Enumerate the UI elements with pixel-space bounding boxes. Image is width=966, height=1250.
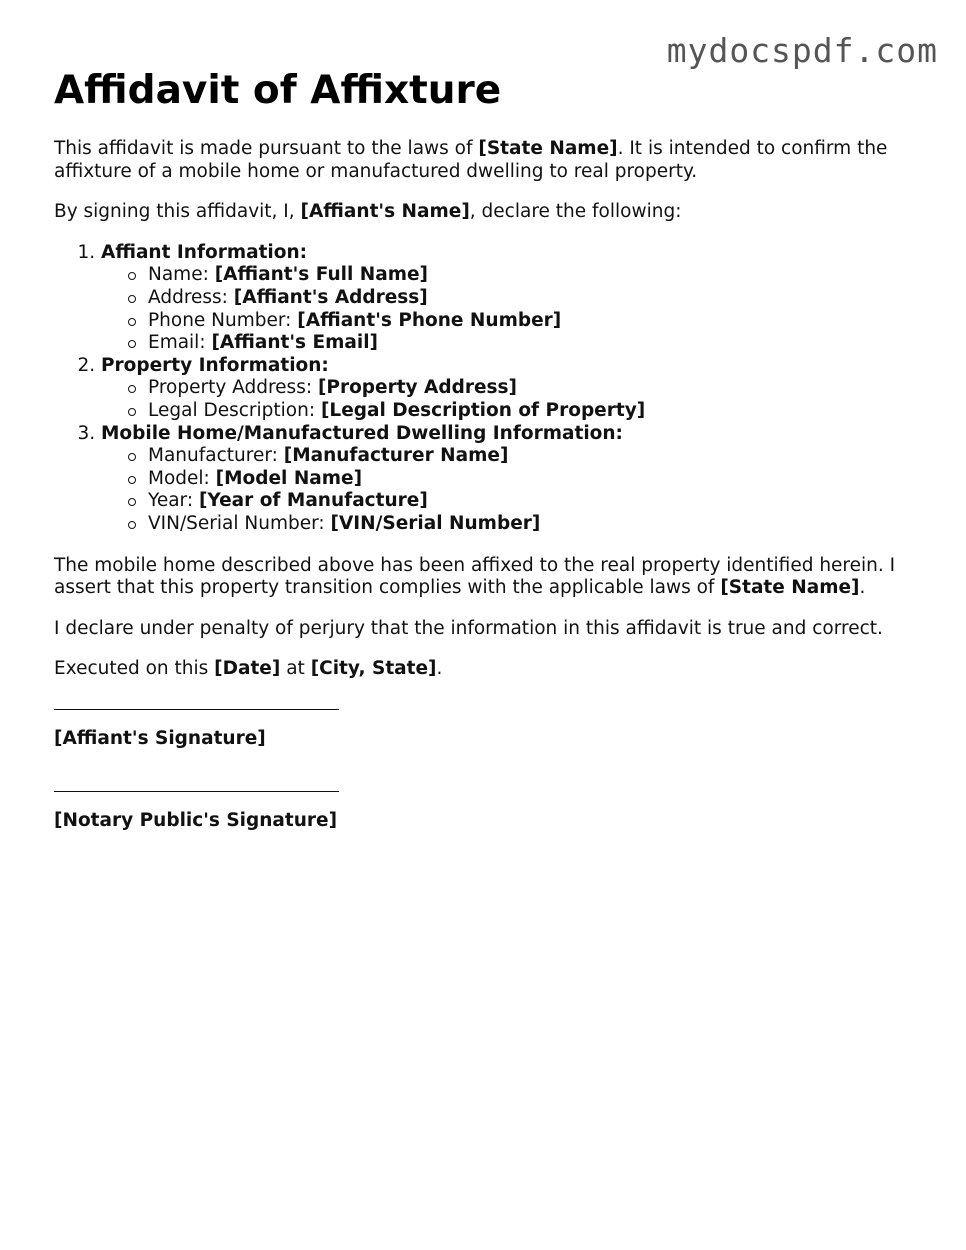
notary-signature-line [54,791,339,792]
affiant-signature-block [54,709,934,751]
item-value: [Affiant's Full Name] [214,264,428,286]
notary-signature-label: [Notary Public's Signature] [54,810,338,832]
signing-paragraph [54,201,934,224]
list-item [148,310,934,333]
intro-state-placeholder: [State Name] [478,138,618,159]
item-value: [Affiant's Phone Number] [297,309,562,331]
signing-text-2: , declare the following: [469,201,682,223]
intro-paragraph [54,138,934,183]
notary-signature-block [54,791,934,833]
item-label: Phone Number: [148,309,298,331]
list-item [148,490,934,513]
after-state-placeholder: [State Name] [720,577,860,599]
list-item [148,468,934,491]
list-item [148,287,934,310]
exec-text-2: at [280,658,311,680]
intro-text-1: This affidavit is made pursuant to the laws of [54,138,479,159]
item-label: Email: [148,332,212,354]
list-item [148,400,934,423]
section-property-information [101,355,934,423]
item-label: Manufacturer: [148,445,284,467]
section-items [101,264,934,354]
watermark-text: mydocspdf.com [666,31,938,70]
item-value: [VIN/Serial Number] [330,512,541,534]
item-value: [Property Address] [317,377,518,399]
exec-place-placeholder: [City, State] [310,658,437,680]
affiant-signature-label: [Affiant's Signature] [54,727,266,749]
list-item [148,264,934,287]
exec-date-placeholder: [Date] [214,658,281,680]
item-label: VIN/Serial Number: [148,512,331,534]
after-text-2: . [859,577,866,599]
item-label: Year: [148,490,199,512]
item-value: [Affiant's Email] [211,332,379,354]
list-item [148,445,934,468]
signing-text-1: By signing this affidavit, I, [54,201,301,223]
exec-text-3: . [436,658,443,680]
item-label: Address: [148,286,234,308]
item-value: [Year of Manufacture] [198,490,428,512]
section-items [101,377,934,422]
item-value: [Model Name] [215,467,363,489]
list-item [148,377,934,400]
information-sections-list [54,242,934,536]
section-items [101,445,934,535]
page-title: Affidavit of Affixture [54,68,502,113]
item-label: Name: [148,264,215,286]
document-page [54,66,934,833]
item-label: Model: [148,467,216,489]
affiant-signature-line [54,709,339,710]
after-text-1: The mobile home described above has been affixed to the real property identified herein. I assert that this property transition complies with the applicable laws of [54,554,896,599]
item-label: Property Address: [148,377,318,399]
section-affiant-information [101,242,934,355]
section-heading: Affiant Information: [101,241,308,263]
section-dwelling-information [101,423,934,536]
item-value: [Manufacturer Name] [283,445,509,467]
item-value: [Affiant's Address] [233,286,428,308]
list-item [148,332,934,355]
execution-statement [54,658,934,681]
list-item [148,513,934,536]
perjury-declaration: I declare under penalty of perjury that the information in this affidavit is true and correct. [54,617,883,639]
signing-name-placeholder: [Affiant's Name] [300,201,470,223]
intro-text-2: . It is intended to confirm the affixture of a mobile home or manufactured dwelling to real property. [54,138,888,182]
section-heading: Property Information: [101,354,329,376]
item-value: [Legal Description of Property] [320,399,646,421]
exec-text-1: Executed on this [54,658,215,680]
affixture-statement [54,555,934,600]
item-label: Legal Description: [148,399,321,421]
section-heading: Mobile Home/Manufactured Dwelling Information: [101,422,623,444]
